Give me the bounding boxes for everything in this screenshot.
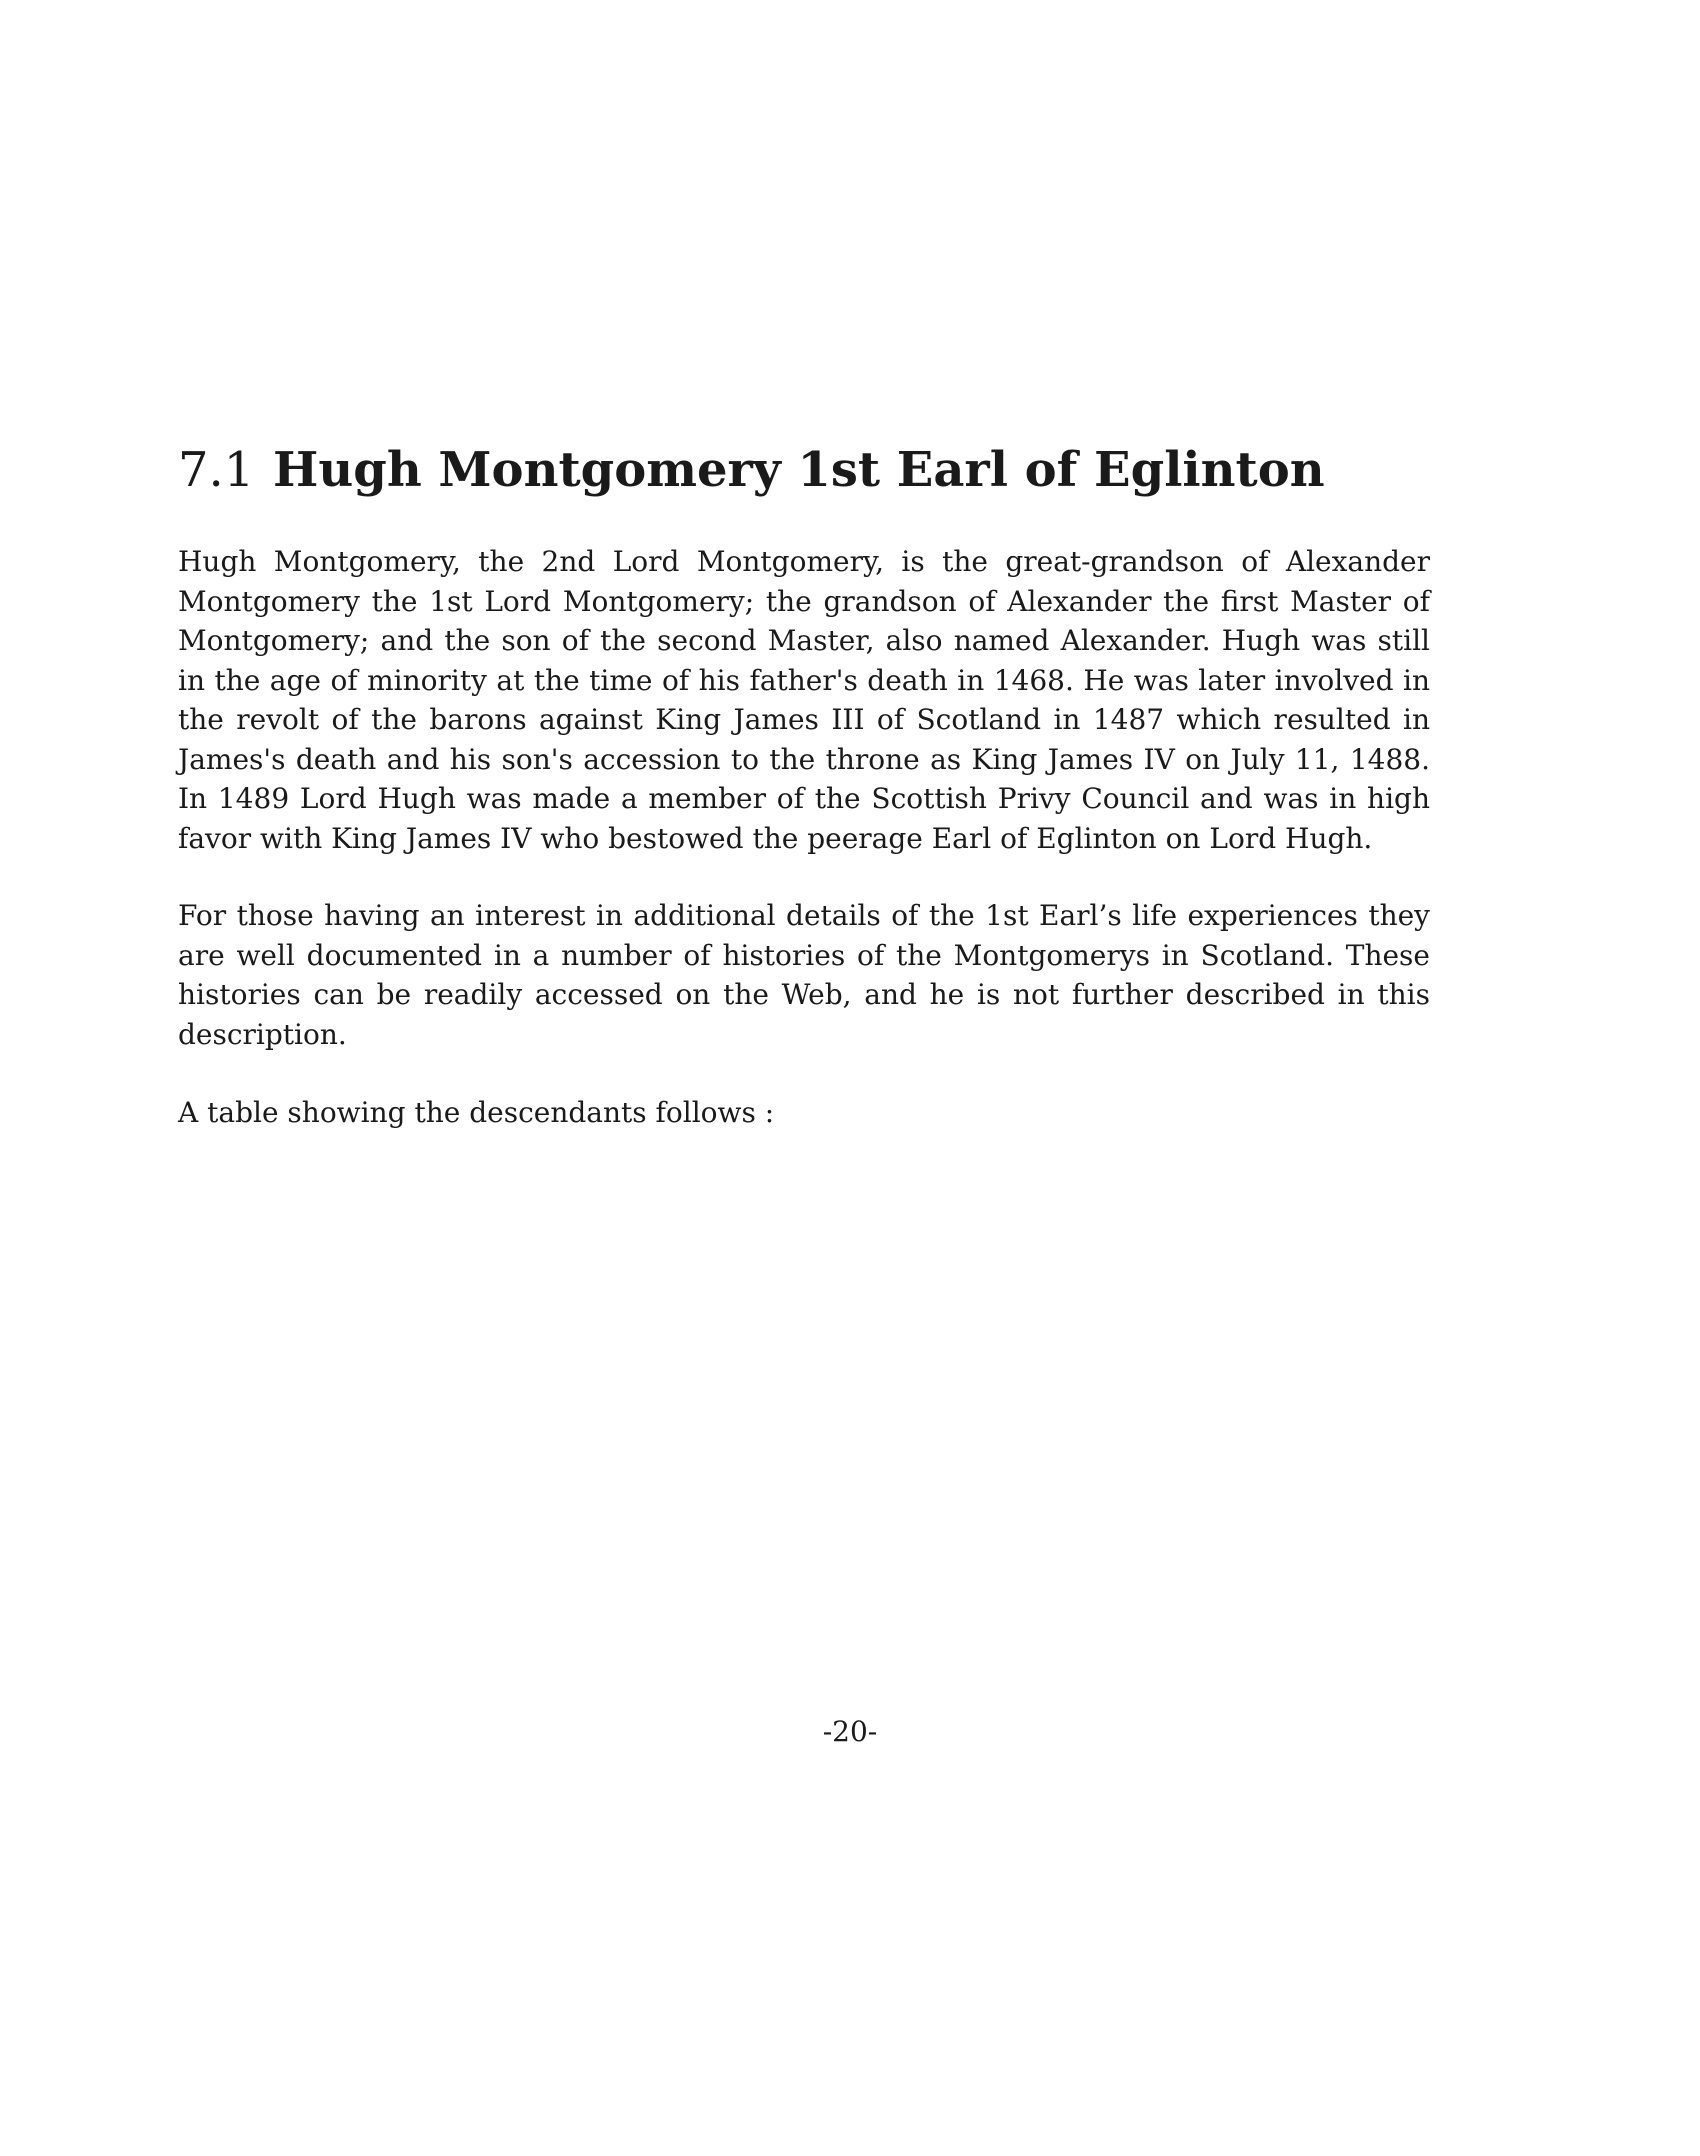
paragraph-table-intro: A table showing the descendants follows : <box>178 1096 775 1129</box>
paragraph-biography: Hugh Montgomery, the 2nd Lord Montgomery, is the great-grandson of Alexander Montgomery the 1st Lord Montgomery; the grandson of Alexander the first Master of Montgomery; and the son of the second Master, also named Alexander. Hugh was still in the age of minority at the time of his father's death in 1468. He was later involved in the revolt of the barons against King James III of Scotland in 1487 which resulted in James's death and his son's accession to the throne as King James IV on July 11, 1488. In 1489 Lord Hugh was made a member of the Scottish Privy Council and was in high favor with King James IV who bestowed the peerage Earl of Eglinton on Lord Hugh. <box>178 545 1430 855</box>
section-number: 7.1 <box>178 442 255 498</box>
section-title: Hugh Montgomery 1st Earl of Eglinton <box>273 442 1325 498</box>
section-heading <box>178 440 1478 500</box>
paragraph-further-reading: For those having an interest in additional details of the 1st Earl’s life experiences they are well documented in a number of histories of the Montgomerys in Scotland. These histories can be readily accessed on the Web, and he is not further described in this description. <box>178 899 1430 1051</box>
page-number: -20- <box>822 1715 878 1748</box>
